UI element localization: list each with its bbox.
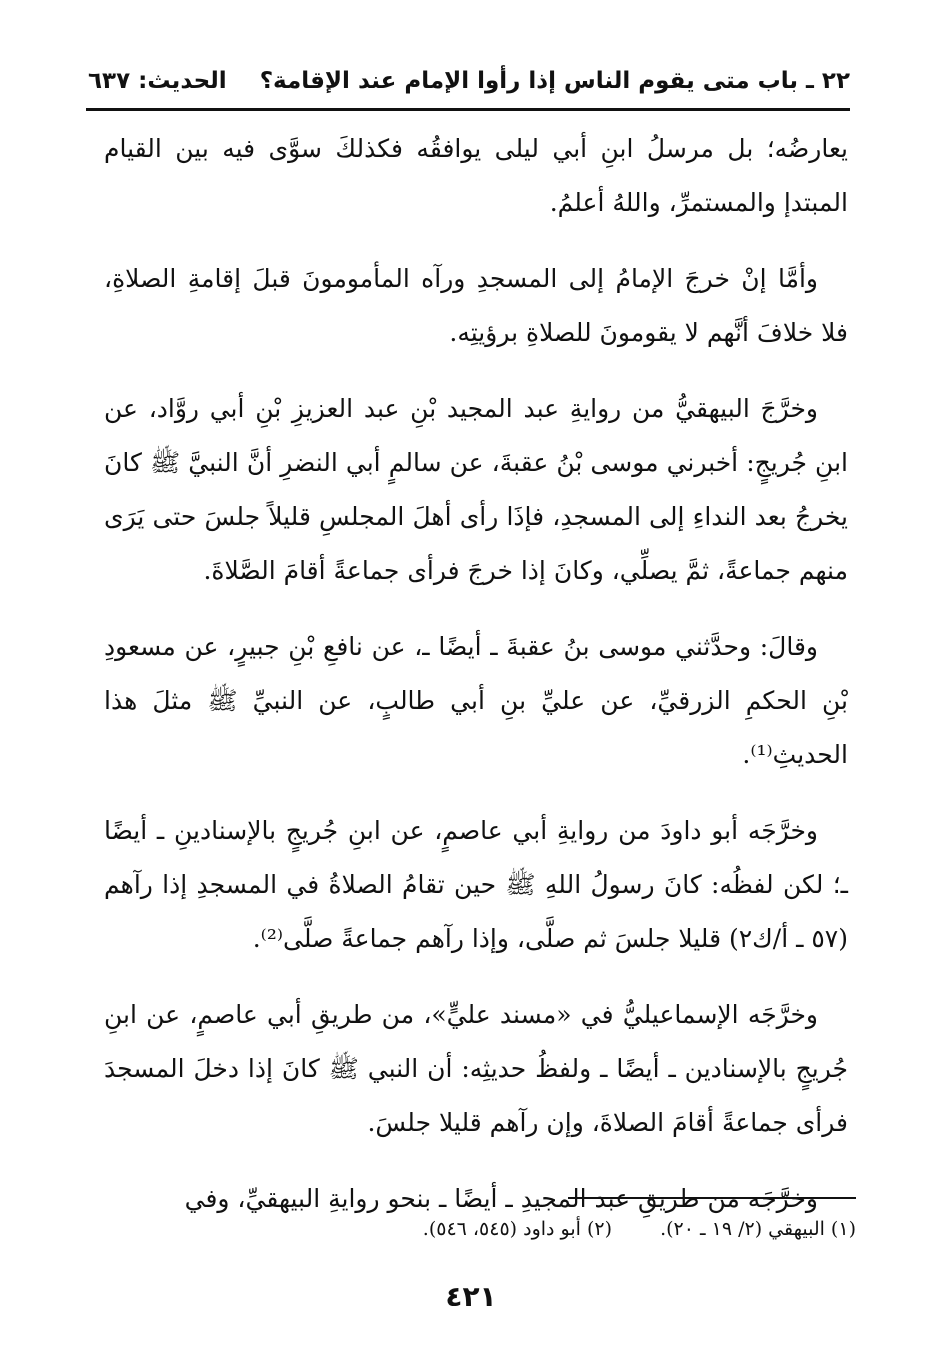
main-text	[104, 122, 848, 1248]
hadith-number: الحديث: ٦٣٧	[88, 68, 227, 94]
paragraph: وخرَّجَه أبو داودَ من روايةِ أبي عاصمٍ، عن ابنِ جُريجٍ بالإسنادينِ ـ أيضًا ـ؛ لكن لفظُه: كانَ رسولُ اللهِ ﷺ حين تقامُ الصلاةُ في المسجدِ إذا رآهم (٥٧ ـ أ/ك٢) قليلا جلسَ ثم صلَّى، وإذا رآهم جماعةً صلَّى⁽²⁾.	[104, 816, 848, 953]
paragraph: وقالَ: وحدَّثني موسى بنُ عقبةَ ـ أيضًا ـ، عن نافعِ بْنِ جبيرٍ، عن مسعودِ بْنِ الحكمِ الزرقيِّ، عن عليِّ بنِ أبي طالبٍ، عن النبيِّ ﷺ مثلَ هذا الحديثِ⁽¹⁾.	[104, 632, 848, 769]
paragraph: وخرَّجَه الإسماعيليُّ في «مسند عليٍّ»، من طريقِ أبي عاصمٍ، عن ابنِ جُريجٍ بالإسنادين ـ أيضًا ـ ولفظُ حديثِه: أن النبي ﷺ كانَ إذا دخلَ المسجدَ فرأى جماعةً أقامَ الصلاةَ، وإن رآهم قليلا جلسَ.	[104, 1000, 848, 1137]
footnotes	[110, 1218, 856, 1252]
footnote-1: (١) البيهقي (٢/ ١٩ ـ ٢٠).	[660, 1218, 856, 1240]
running-header	[88, 66, 850, 106]
header-divider	[86, 108, 850, 111]
paragraph: وخرَّجَ البيهقيُّ من روايةِ عبد المجيد بْنِ عبد العزيزِ بْنِ أبي روَّاد، عن ابنِ جُريجٍ: أخبرني موسى بْنُ عقبةَ، عن سالمٍ أبي النضرِ أنَّ النبيَّ ﷺ كانَ يخرجُ بعد النداءِ إلى المسجدِ، فإذَا رأى أهلَ المجلسِ قليلاً جلسَ حتى يَرَى منهم جماعةً، ثمَّ يصلِّي، وكانَ إذا خرجَ فرأى جماعةً أقامَ الصَّلاةَ.	[104, 394, 848, 585]
chapter-title: ٢٢ ـ باب متى يقوم الناس إذا رأوا الإمام عند الإقامة؟	[259, 68, 850, 94]
paragraph: وخرَّجَه من طريقِ عبد المجيدِ ـ أيضًا ـ بنحو روايةِ البيهقيِّ، وفي	[184, 1184, 818, 1213]
page-number: ٤٢١	[445, 1280, 497, 1313]
footnote-2: (٢) أبو داود (٥٤٥، ٥٤٦).	[422, 1218, 612, 1240]
paragraph: يعارضُه؛ بل مرسلُ ابنِ أبي ليلى يوافقُه فكذلكَ سوَّى فيه بين القيام المبتدإ والمستمرِّ، واللهُ أعلمُ.	[104, 134, 848, 217]
paragraph: وأمَّا إنْ خرجَ الإمامُ إلى المسجدِ ورآه المأمومونَ قبلَ إقامةِ الصلاةِ، فلا خلافَ أنَّهم لا يقومونَ للصلاةِ برؤيتِه.	[104, 264, 848, 347]
footnote-divider	[568, 1197, 856, 1199]
